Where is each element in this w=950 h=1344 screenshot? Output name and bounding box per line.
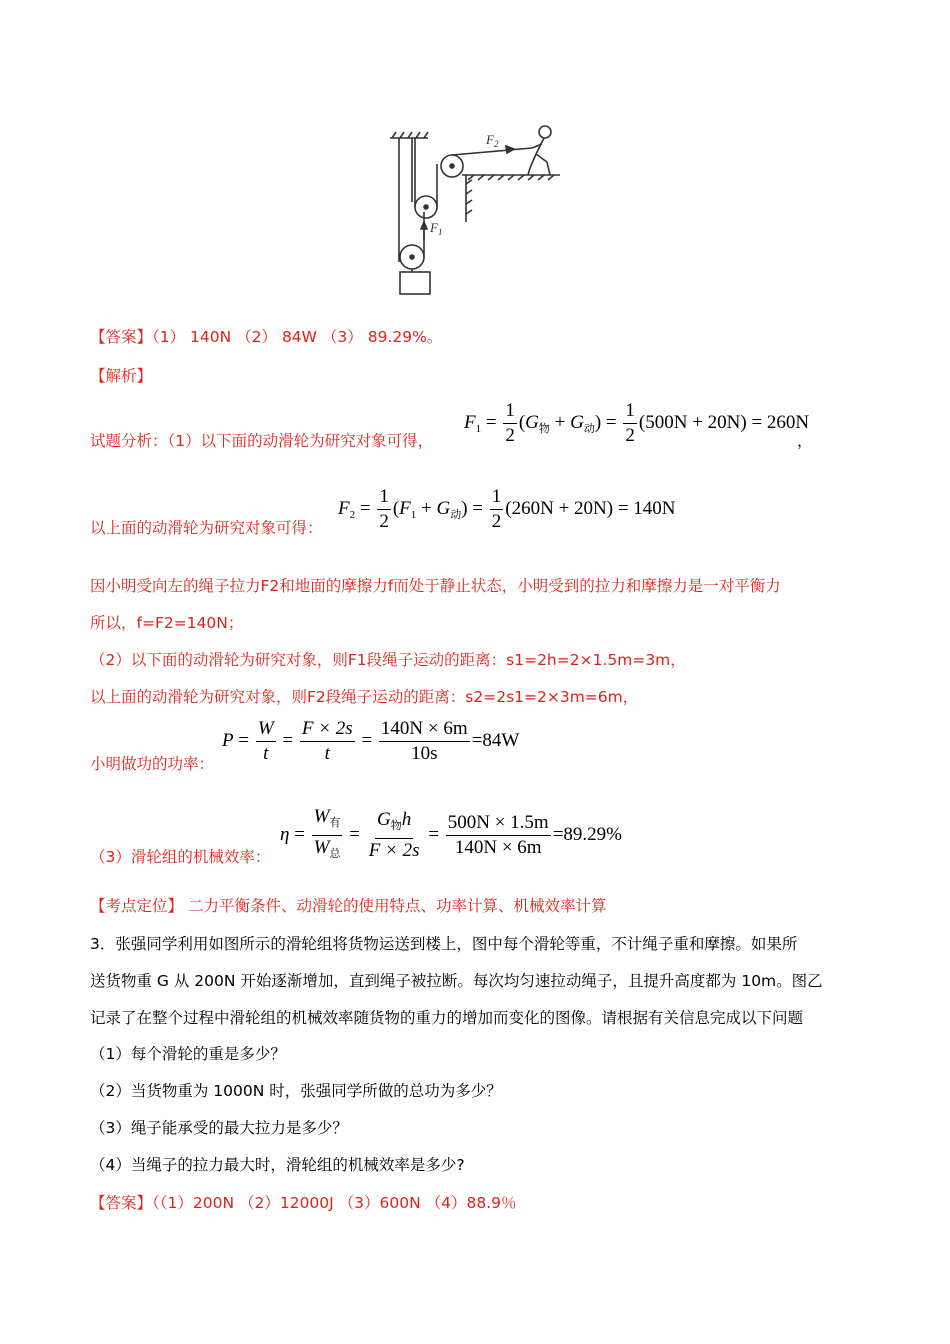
answer-line-1: [90, 326, 442, 348]
equation-power: P = $\frac{W}{t}$ = $\frac{F \times 2s}{t}$ = $\frac{140N \times 6m}{10s}$ =84W: [222, 718, 520, 764]
kaodian-text: 二力平衡条件、动滑轮的使用特点、功率计算、机械效率计算: [183, 897, 607, 915]
analysis-line-8: （3）滑轮组的机械效率：: [90, 848, 271, 866]
question3-sub-3: （3）绳子能承受的最大拉力是多少？: [90, 1119, 348, 1137]
question3-sub-2: （2）当货物重为 1000N 时，张强同学所做的总功为多少？: [90, 1082, 502, 1100]
answer-text: （1） 140N （2） 84W （3） 89.29%。: [152, 328, 443, 346]
answer-tag: 【答案】: [90, 328, 153, 346]
kaodian-tag: 【考点定位】: [90, 897, 184, 915]
analysis-line-2: 以上面的动滑轮为研究对象可得：: [90, 519, 323, 537]
kaodian-line: [90, 895, 606, 917]
question3-sub-4: （4）当绳子的拉力最大时，滑轮组的机械效率是多少?: [90, 1156, 465, 1174]
question3-line-3: 记录了在整个过程中滑轮组的机械效率随货物的重力的增加而变化的图像。请根据有关信息完成以下问题: [90, 1009, 804, 1027]
question3-sub-1: （1）每个滑轮的重是多少？: [90, 1045, 286, 1063]
equation-f2: $F_2$ = $\frac{1}{2}$ $(F_1 + G_动)$ = $\frac{1}{2}$ (260N + 20N) = 140N: [338, 486, 676, 532]
analysis-line-4: 所以，f=F2=140N；: [90, 614, 244, 632]
analysis-tag: 【解析】: [90, 367, 153, 385]
equation-efficiency: η = $\frac{W_有}{W_总}$ = $\frac{G_物h}{F \times 2s}$ = $\frac{500N \times 1.5m}{140N \times 6m}$ =89.29%: [280, 806, 623, 861]
question3-line-1: 3．张强同学利用如图所示的滑轮组将货物运送到楼上，图中每个滑轮等重，不计绳子重和摩擦。如果所: [90, 935, 798, 953]
label-f2: $F_2$: [486, 132, 499, 149]
label-f1: $F_1$: [430, 220, 443, 237]
answer2-tag: 【答案】: [90, 1194, 153, 1212]
analysis-line-1: 试题分析：（1）以下面的动滑轮为研究对象可得，: [90, 432, 434, 450]
question3-line-2: 送货物重 G 从 200N 开始逐渐增加，直到绳子被拉断。每次均匀速拉动绳子，且提升高度都为 10m。图乙: [90, 972, 823, 990]
pulley-diagram: [382, 122, 562, 298]
comma: ，: [797, 432, 813, 450]
answer-line-2: [90, 1192, 517, 1214]
analysis-line-3: 因小明受向左的绳子拉力F2和地面的摩擦力f而处于静止状态，小明受到的拉力和摩擦力是一对平衡力: [90, 577, 781, 595]
answer2-text: （（1）200N （2）12000J （3）600N （4）88.9％: [152, 1194, 517, 1212]
equation-f1: $F_1$ = $\frac{1}{2}$ $(G_物 + G_动)$ = $\frac{1}{2}$ (500N + 20N) = 260N: [464, 400, 810, 446]
analysis-line-7: 小明做功的功率：: [90, 755, 215, 773]
analysis-line-6: 以上面的动滑轮为研究对象，则F2段绳子运动的距离：s2=2s1=2×3m=6m，: [90, 688, 639, 706]
analysis-line-5: （2）以下面的动滑轮为研究对象，则F1段绳子运动的距离：s1=2h=2×1.5m=3m，: [90, 651, 686, 669]
